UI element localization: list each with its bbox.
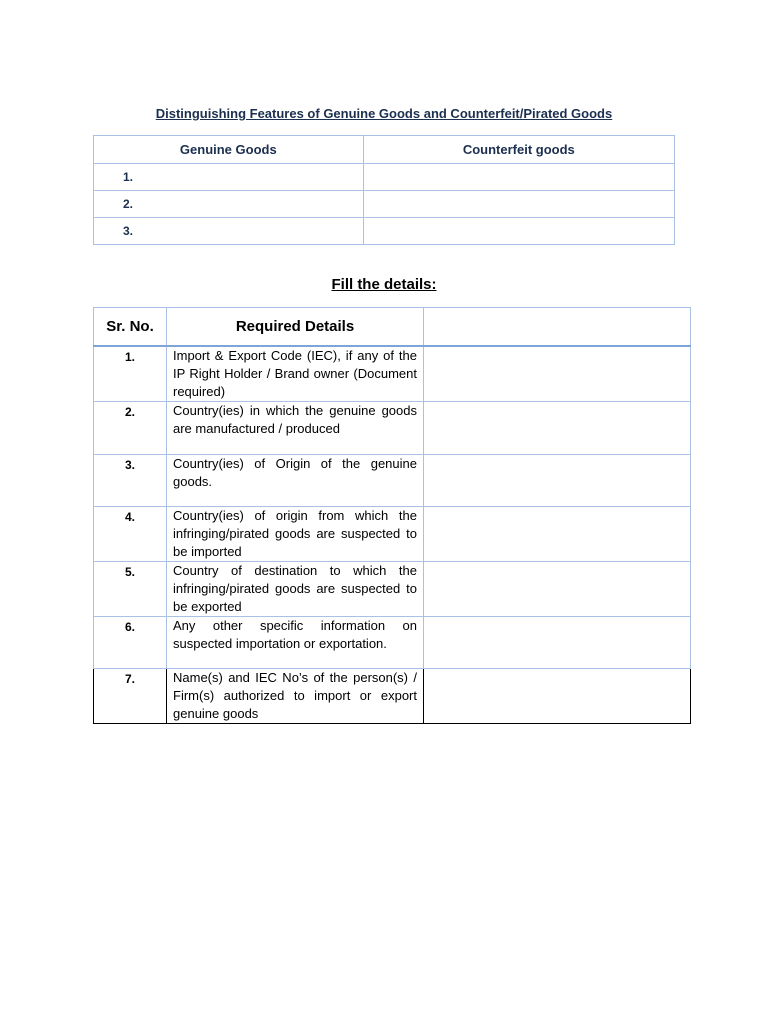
- table-row: [94, 562, 691, 617]
- answer-cell[interactable]: [424, 402, 691, 455]
- detail-text: Any other specific information on suspected importation or exportation.: [167, 617, 424, 669]
- counterfeit-cell[interactable]: [363, 164, 674, 191]
- sr-number: 7.: [94, 669, 167, 724]
- required-details-header: Required Details: [167, 308, 424, 347]
- detail-text: Country of destination to which the infringing/pirated goods are suspected to be exported: [167, 562, 424, 617]
- fill-details-title: Fill the details:: [331, 276, 437, 293]
- table-row: [94, 507, 691, 562]
- detail-text: Import & Export Code (IEC), if any of the IP Right Holder / Brand owner (Document required): [167, 346, 424, 402]
- row-number: 3.: [94, 218, 364, 245]
- table-row: [94, 218, 675, 245]
- blank-header: [424, 308, 691, 347]
- answer-cell[interactable]: [424, 455, 691, 507]
- features-title: Distinguishing Features of Genuine Goods and Counterfeit/Pirated Goods: [155, 106, 613, 121]
- counterfeit-goods-header: Counterfeit goods: [363, 136, 674, 164]
- answer-cell[interactable]: [424, 507, 691, 562]
- sr-number: 6.: [94, 617, 167, 669]
- table-header-row: [94, 136, 675, 164]
- answer-cell[interactable]: [424, 669, 691, 724]
- table-row: [94, 346, 691, 402]
- features-table: [93, 135, 675, 245]
- counterfeit-cell[interactable]: [363, 191, 674, 218]
- row-number: 1.: [94, 164, 364, 191]
- sr-no-header: Sr. No.: [94, 308, 167, 347]
- detail-text: Country(ies) of Origin of the genuine goods.: [167, 455, 424, 507]
- details-table: [93, 307, 691, 724]
- table-row: [94, 402, 691, 455]
- sr-number: 2.: [94, 402, 167, 455]
- sr-number: 5.: [94, 562, 167, 617]
- detail-text: Country(ies) in which the genuine goods are manufactured / produced: [167, 402, 424, 455]
- sr-number: 4.: [94, 507, 167, 562]
- answer-cell[interactable]: [424, 562, 691, 617]
- table-row: [94, 164, 675, 191]
- table-row: [94, 191, 675, 218]
- genuine-goods-header: Genuine Goods: [94, 136, 364, 164]
- detail-text: Country(ies) of origin from which the infringing/pirated goods are suspected to be imported: [167, 507, 424, 562]
- answer-cell[interactable]: [424, 346, 691, 402]
- sr-number: 1.: [94, 346, 167, 402]
- answer-cell[interactable]: [424, 617, 691, 669]
- sr-number: 3.: [94, 455, 167, 507]
- detail-text: Name(s) and IEC No’s of the person(s) / Firm(s) authorized to import or export genuine goods: [167, 669, 424, 724]
- counterfeit-cell[interactable]: [363, 218, 674, 245]
- row-number: 2.: [94, 191, 364, 218]
- table-header-row: [94, 308, 691, 347]
- table-row: [94, 669, 691, 724]
- table-row: [94, 617, 691, 669]
- table-row: [94, 455, 691, 507]
